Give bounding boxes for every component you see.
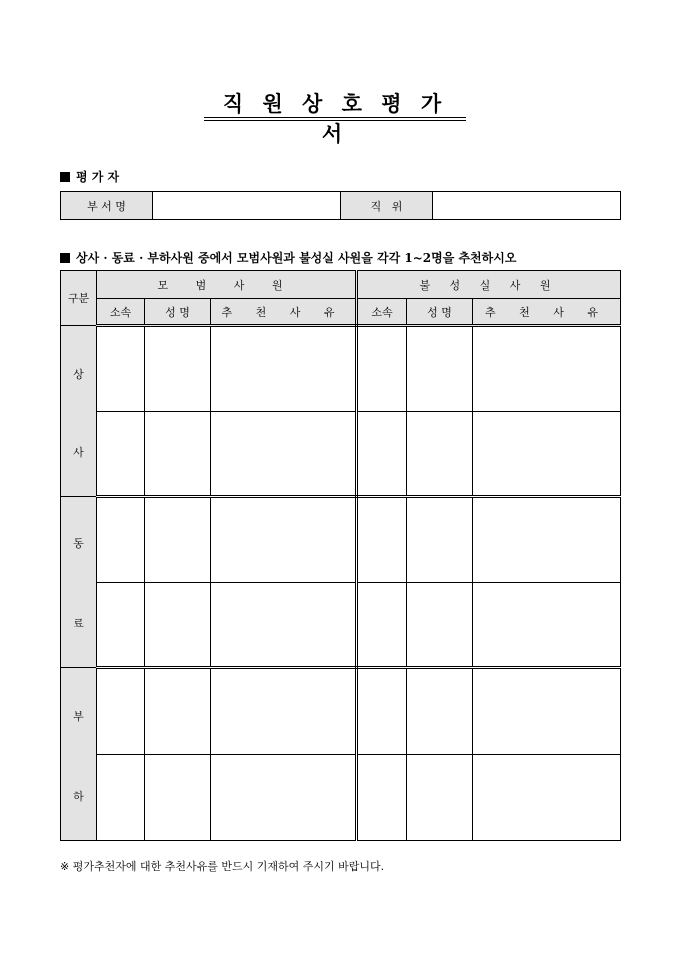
cell-name[interactable] <box>407 582 473 668</box>
cell-affiliation[interactable] <box>97 326 145 412</box>
evaluator-heading <box>60 168 119 185</box>
recommendation-table <box>60 270 621 841</box>
footnote: ※ 평가추천자에 대한 추천사유를 반드시 기재하여 주시기 바랍니다. <box>60 860 385 873</box>
col-name-insincere: 성 명 <box>407 299 473 326</box>
position-label: 직 위 <box>341 192 433 220</box>
group-superior-label <box>61 326 97 497</box>
col-affiliation-insincere: 소속 <box>357 299 407 326</box>
group-char: 하 <box>73 790 84 803</box>
square-bullet-icon <box>60 172 70 182</box>
title-underline-bottom <box>204 120 466 121</box>
cell-reason[interactable] <box>473 582 621 668</box>
group-subordinate-label <box>61 668 97 841</box>
dept-label: 부 서 명 <box>61 192 153 220</box>
cell-name[interactable] <box>407 754 473 841</box>
document-title: 직 원 상 호 평 가 서 <box>222 91 448 146</box>
cell-affiliation[interactable] <box>97 668 145 755</box>
cell-affiliation[interactable] <box>97 754 145 841</box>
col-affiliation-exemplary: 소속 <box>97 299 145 326</box>
insincere-header: 불 성 실 사 원 <box>357 271 621 299</box>
exemplary-header: 모 범 사 원 <box>97 271 357 299</box>
cell-reason[interactable] <box>211 411 357 497</box>
evaluator-heading-text: 평 가 자 <box>76 170 120 184</box>
cell-name[interactable] <box>407 411 473 497</box>
cell-reason[interactable] <box>211 582 357 668</box>
col-name-exemplary: 성 명 <box>145 299 211 326</box>
cell-affiliation[interactable] <box>357 326 407 412</box>
recommend-heading-text: 상사 · 동료 · 부하사원 중에서 모범사원과 불성실 사원을 각각 1~2명을 추천하시오 <box>76 251 517 265</box>
cell-reason[interactable] <box>211 754 357 841</box>
cell-name[interactable] <box>407 326 473 412</box>
group-colleague-label <box>61 497 97 668</box>
cell-reason[interactable] <box>473 754 621 841</box>
group-char: 료 <box>73 617 84 630</box>
group-char: 동 <box>73 537 84 550</box>
cell-reason[interactable] <box>211 326 357 412</box>
cell-name[interactable] <box>145 668 211 755</box>
cell-affiliation[interactable] <box>357 497 407 583</box>
cell-affiliation[interactable] <box>97 497 145 583</box>
cell-name[interactable] <box>407 668 473 755</box>
cell-name[interactable] <box>145 411 211 497</box>
cell-affiliation[interactable] <box>357 411 407 497</box>
cell-reason[interactable] <box>473 411 621 497</box>
cell-name[interactable] <box>145 326 211 412</box>
cell-affiliation[interactable] <box>357 668 407 755</box>
group-char: 부 <box>73 710 84 723</box>
title-underline-top <box>204 117 466 118</box>
cell-reason[interactable] <box>211 668 357 755</box>
group-char: 사 <box>73 446 84 459</box>
group-char: 상 <box>73 368 84 381</box>
cell-reason[interactable] <box>211 497 357 583</box>
cell-affiliation[interactable] <box>357 582 407 668</box>
cell-reason[interactable] <box>473 326 621 412</box>
cell-affiliation[interactable] <box>357 754 407 841</box>
cell-reason[interactable] <box>473 497 621 583</box>
cell-name[interactable] <box>145 582 211 668</box>
cell-reason[interactable] <box>473 668 621 755</box>
cell-affiliation[interactable] <box>97 582 145 668</box>
col-reason-exemplary: 추 천 사 유 <box>211 299 357 326</box>
square-bullet-icon <box>60 253 70 263</box>
recommend-heading <box>60 249 516 266</box>
category-header: 구분 <box>61 271 97 326</box>
col-reason-insincere: 추 천 사 유 <box>473 299 621 326</box>
cell-affiliation[interactable] <box>97 411 145 497</box>
cell-name[interactable] <box>407 497 473 583</box>
dept-field[interactable] <box>153 192 341 220</box>
cell-name[interactable] <box>145 497 211 583</box>
position-field[interactable] <box>433 192 621 220</box>
evaluator-table <box>60 191 621 220</box>
cell-name[interactable] <box>145 754 211 841</box>
